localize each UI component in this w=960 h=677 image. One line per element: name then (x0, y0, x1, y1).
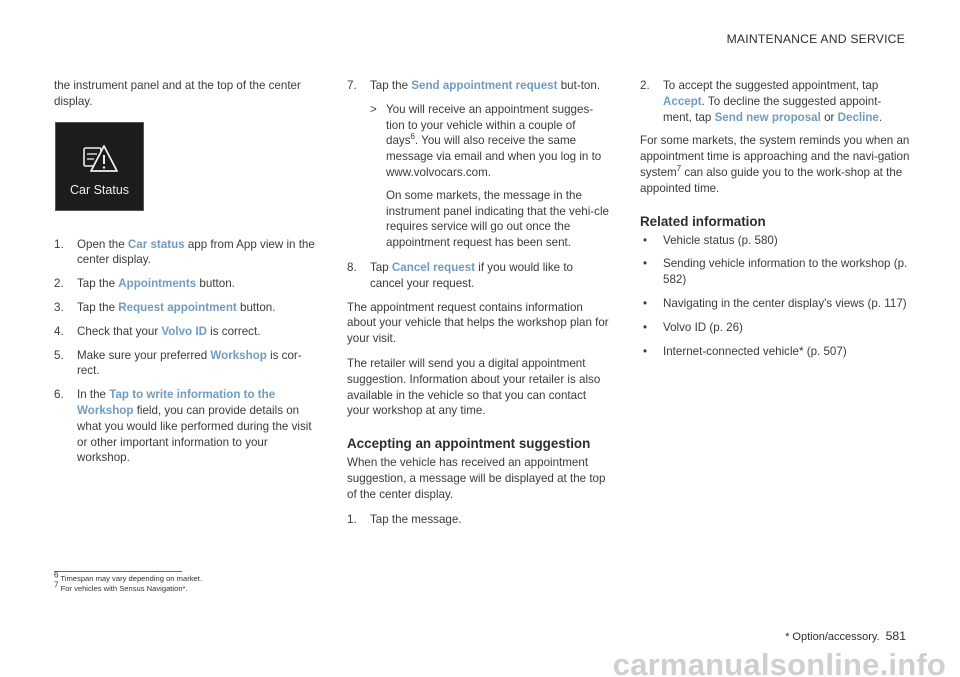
related-link[interactable]: • Sending vehicle information to the workshop (p. 582) (643, 257, 908, 287)
list-item: 5. Make sure your preferred Workshop is cor-rect. (54, 348, 302, 378)
car-status-icon (81, 142, 119, 176)
steps-list-cancel (347, 260, 609, 292)
page-footer (785, 629, 906, 646)
bullet-icon: • (643, 257, 648, 271)
steps-list-continued (347, 78, 609, 94)
paragraph: For some markets, the system reminds you when an appointment time is approaching and the navi-gation system$^7$ can also guide you to the work-shop at the appointed time. (640, 134, 910, 195)
related-link[interactable]: • Navigating in the center display's views (p. 117) (643, 296, 907, 310)
related-list (640, 233, 910, 360)
decline-keyword: Decline (837, 110, 879, 124)
column-3 (640, 78, 910, 367)
cancel-request-keyword: Cancel request (391, 260, 476, 274)
bullet-icon: • (643, 344, 648, 358)
list-item: 3. Tap the Request appointment button. (54, 300, 276, 314)
list-item: 4. Check that your Volvo ID is correct. (54, 324, 261, 338)
send-appointment-request-keyword: Send appointment request (411, 79, 558, 92)
watermark: carmanualsonline.info (612, 647, 946, 677)
column-1 (54, 78, 322, 474)
accept-steps-list (347, 512, 609, 528)
page-number: 581 (885, 629, 906, 643)
list-item: 7. Tap the Send appointment request but-ton. (347, 79, 601, 92)
workshop-keyword: Workshop (210, 348, 267, 362)
intro-paragraph: the instrument panel and at the top of the center display. (54, 79, 301, 108)
car-status-tile (55, 122, 144, 211)
result-arrow-icon: > (370, 102, 377, 116)
list-item: 8. Tap Cancel request if you would like to cancel your request. (347, 260, 573, 290)
footnotes (54, 570, 202, 593)
paragraph: The appointment request contains information about your vehicle that helps the workshop plan for your visit. (347, 300, 609, 346)
write-info-keyword: Tap to write information to the Workshop (77, 388, 276, 417)
volvo-id-keyword: Volvo ID (161, 324, 207, 338)
result-extra-note: On some markets, the message in the instrument panel indicating that the vehi-cle requires service will go out once the appointment request has been sent. (386, 188, 609, 250)
option-accessory-note: * Option/accessory. (785, 631, 880, 643)
footnote: $^6$ Timespan may vary depending on market. (54, 570, 202, 583)
footnote-divider (54, 571, 182, 572)
list-item: 2. To accept the suggested appointment, tap Accept. To decline the suggested appoint-ment, tap Send new proposal or Decline. (640, 79, 883, 124)
car-status-keyword: Car status (127, 237, 185, 251)
section-header: MAINTENANCE AND SERVICE (726, 32, 905, 46)
send-new-proposal-keyword: Send new proposal (714, 110, 821, 124)
car-status-label: Car Status (69, 182, 130, 197)
related-link[interactable]: • Volvo ID (p. 26) (643, 320, 743, 334)
bullet-icon: • (643, 296, 648, 310)
list-item: 6. In the Tap to write information to the Workshop field, you can provide details on what you would like performed during the visit or other important information to your workshop. (54, 388, 312, 465)
paragraph: The retailer will send you a digital appointment suggestion. Information about your retailer is also available in the vehicle so that you can contact your workshop at any time. (347, 356, 601, 418)
steps-list (54, 237, 322, 467)
list-item: 2. Tap the Appointments button. (54, 277, 235, 291)
section-heading: Accepting an appointment suggestion (347, 436, 591, 452)
list-item: 1. Open the Car status app from App view in the center display. (54, 237, 315, 267)
accept-keyword: Accept (663, 94, 702, 108)
bullet-icon: • (643, 233, 648, 247)
accept-steps-list-continued (640, 78, 910, 125)
appointments-keyword: Appointments (118, 277, 197, 291)
related-link[interactable]: • Internet-connected vehicle* (p. 507) (643, 344, 847, 358)
footnote: $^7$ For vehicles with Sensus Navigation*. (54, 579, 188, 593)
request-appointment-keyword: Request appointment (118, 300, 237, 314)
related-link[interactable]: • Vehicle status (p. 580) (643, 233, 778, 247)
bullet-icon: • (643, 320, 648, 334)
related-heading: Related information (640, 213, 766, 229)
column-2 (347, 78, 609, 535)
paragraph: When the vehicle has received an appointment suggestion, a message will be displayed at the top of the center display. (347, 456, 606, 501)
step-result: > You will receive an appointment sugges-tion to your vehicle within a couple of days$^6$. You will also receive the same message via email and when you log in to www.volvocars.com. On some markets, the message in the instrument panel indicating that the vehi-cle requires service will go out once the appointment request has been sent. (370, 102, 609, 250)
list-item: 1. Tap the message. (347, 512, 462, 526)
